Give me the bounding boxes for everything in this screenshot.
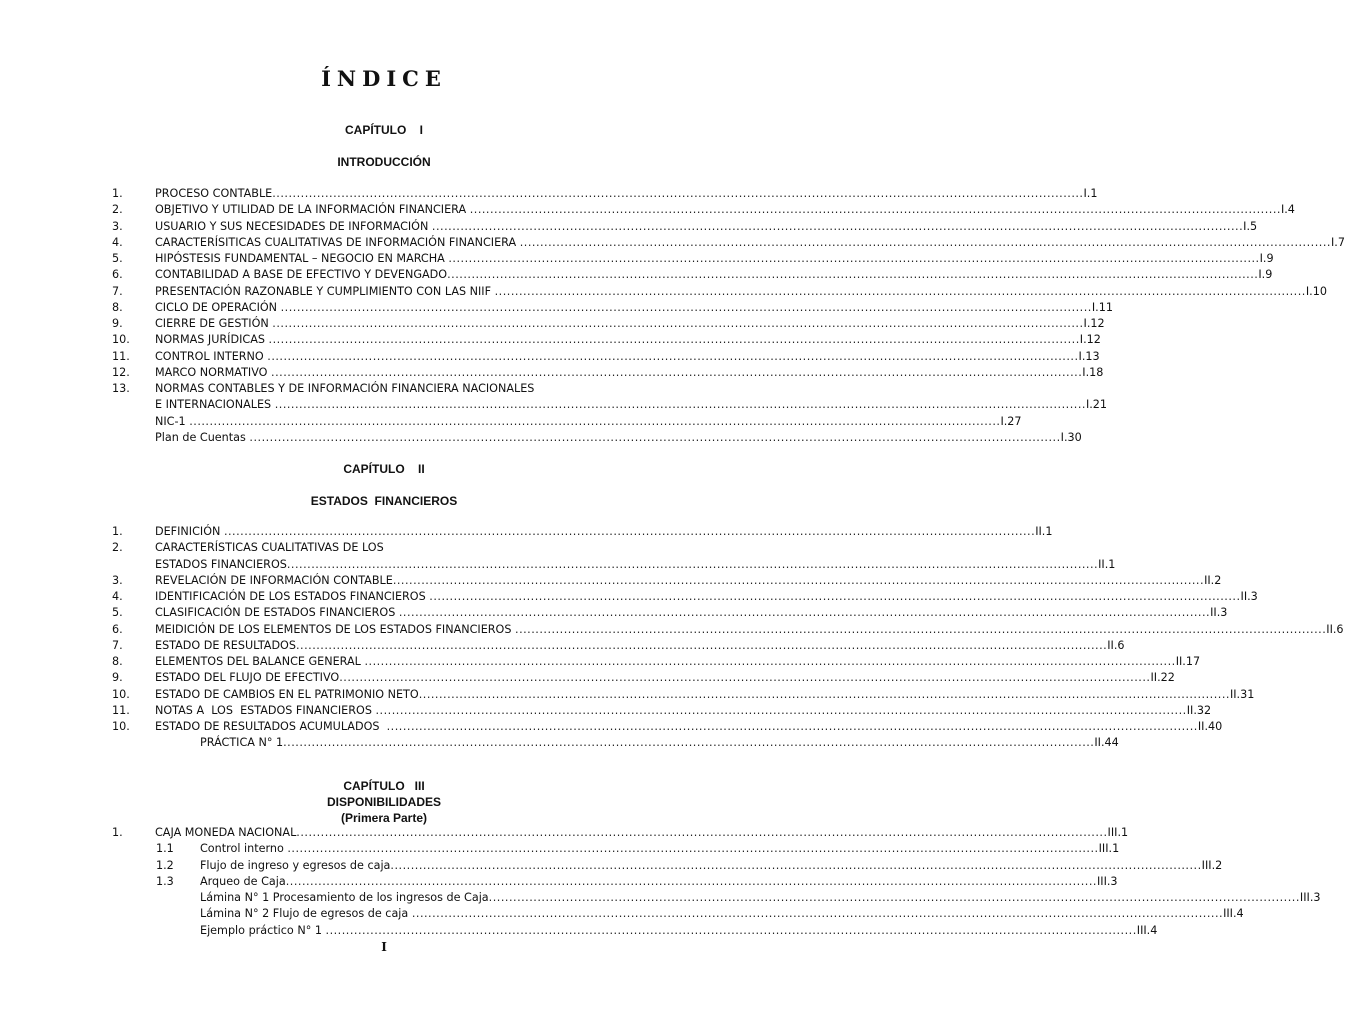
toc-entry-page: I.18 xyxy=(1082,365,1104,379)
toc-entry-label: REVELACIÓN DE INFORMACIÓN CONTABLE xyxy=(155,573,393,587)
toc-entry-label: ESTADO DEL FLUJO DE EFECTIVO xyxy=(155,671,340,685)
toc-entry-number: 11. xyxy=(112,349,130,363)
toc-entry-page: II.22 xyxy=(1150,671,1175,685)
toc-entry-page: II.2 xyxy=(1204,573,1222,587)
toc-entry-number: 3. xyxy=(112,219,123,233)
toc-entry-label: CICLO DE OPERACIÓN xyxy=(155,300,281,314)
toc-entry-number: 9. xyxy=(112,671,123,685)
toc-entry[interactable] xyxy=(112,430,1082,446)
toc-entry[interactable] xyxy=(112,906,1244,922)
chapter-3-title: DISPONIBILIDADES xyxy=(326,795,441,809)
toc-dot-leader: ........................................................................................................................................................................................................ xyxy=(285,874,1097,888)
toc-entry-page: I.12 xyxy=(1079,333,1101,347)
toc-dot-leader: ........................................................................................................................................................................................................ xyxy=(296,826,1108,839)
toc-entry-page: I.5 xyxy=(1243,219,1258,233)
toc-entry-label: Flujo de ingreso y egresos de caja xyxy=(200,858,391,872)
toc-dot-leader: ........................................................................................................................................................................................................ xyxy=(469,203,1281,217)
toc-entry-label: USUARIO Y SUS NECESIDADES DE INFORMACIÓN xyxy=(155,219,432,233)
toc-entry-label: ELEMENTOS DEL BALANCE GENERAL xyxy=(155,655,365,668)
toc-entry-page: I.21 xyxy=(1085,398,1108,412)
toc-dot-leader: ........................................................................................................................................................................................................ xyxy=(272,187,1084,200)
toc-entry-page: I.12 xyxy=(1083,317,1105,330)
toc-dot-leader: ........................................................................................................................................................................................................ xyxy=(488,891,1300,904)
toc-entry-page: I.9 xyxy=(1258,268,1273,282)
toc-entry-page: II.44 xyxy=(1094,736,1119,750)
toc-dot-leader: ........................................................................................................................................................................................................ xyxy=(280,300,1092,314)
toc-entry[interactable] xyxy=(112,605,1228,621)
toc-entry-number: 1.1 xyxy=(156,842,174,856)
toc-entry[interactable] xyxy=(112,858,1223,874)
toc-entry-label: Plan de Cuentas xyxy=(155,430,250,444)
toc-entry[interactable] xyxy=(112,540,644,556)
toc-dot-leader: ........................................................................................................................................................................................................ xyxy=(386,720,1198,733)
toc-entry-number: 6. xyxy=(112,268,123,282)
toc-entry-number: 6. xyxy=(112,622,123,636)
toc-entry[interactable] xyxy=(112,202,1295,218)
toc-dot-leader: ........................................................................................................................................................................................................ xyxy=(283,736,1095,750)
toc-entry-label: IDENTIFICACIÓN DE LOS ESTADOS FINANCIEROS xyxy=(155,590,430,603)
toc-entry-label: Arqueo de Caja xyxy=(200,874,286,888)
toc-entry-label: Ejemplo práctico N° 1 xyxy=(200,923,326,937)
toc-entry-number: 2. xyxy=(112,203,123,217)
toc-dot-leader: ........................................................................................................................................................................................................ xyxy=(189,414,1001,428)
toc-entry-number: 10. xyxy=(112,333,130,347)
toc-dot-leader: ........................................................................................................................................................................................................ xyxy=(287,842,1099,856)
toc-dot-leader: ........................................................................................................................................................................................................ xyxy=(431,219,1244,233)
chapter-2-number: CAPÍTULO II xyxy=(343,462,425,476)
toc-entry-page: I.1 xyxy=(1083,187,1098,200)
toc-entry[interactable] xyxy=(112,890,1321,906)
toc-entry-number: 4. xyxy=(112,590,123,603)
toc-entry[interactable] xyxy=(112,414,1022,430)
toc-entry-label: CARACTERÍSITICAS CUALITATIVAS DE INFORMACIÓN FINANCIERA xyxy=(155,235,520,249)
toc-entry-page: I.9 xyxy=(1259,252,1274,265)
toc-entry[interactable] xyxy=(112,654,1201,670)
toc-entry-page: I.10 xyxy=(1305,284,1327,298)
toc-entry[interactable] xyxy=(112,589,1258,605)
toc-dot-leader: ........................................................................................................................................................................................................ xyxy=(364,655,1176,668)
toc-entry-label: MEIDICIÓN DE LOS ELEMENTOS DE LOS ESTADOS FINANCIEROS xyxy=(155,622,516,636)
toc-entry[interactable] xyxy=(112,874,1118,890)
toc-entry-page: I.27 xyxy=(1000,414,1022,428)
toc-entry-number: 1. xyxy=(112,826,123,839)
chapter-1-number: CAPÍTULO I xyxy=(345,123,423,137)
toc-entry-number: 10. xyxy=(112,720,130,733)
toc-entry-label: CARACTERÍSTICAS CUALITATIVAS DE LOS xyxy=(155,541,384,555)
toc-dot-leader: ........................................................................................................................................................................................................ xyxy=(392,573,1205,587)
toc-entry-label: Lámina N° 2 Flujo de egresos de caja xyxy=(200,907,412,921)
toc-entry[interactable] xyxy=(112,284,1327,300)
toc-entry-page: II.6 xyxy=(1326,622,1344,636)
chapter-3-subtitle: (Primera Parte) xyxy=(340,811,428,825)
toc-dot-leader: ........................................................................................................................................................................................................ xyxy=(272,317,1084,330)
toc-entry[interactable] xyxy=(112,573,1222,589)
toc-entry-label: CONTABILIDAD A BASE DE EFECTIVO Y DEVENGADO xyxy=(155,268,448,282)
toc-entry[interactable] xyxy=(112,638,1125,654)
toc-entry[interactable] xyxy=(112,841,1120,857)
toc-entry-number: 12. xyxy=(112,365,130,379)
toc-entry-number: 3. xyxy=(112,573,123,587)
toc-dot-leader: ........................................................................................................................................................................................................ xyxy=(274,398,1086,412)
toc-entry-label: PRESENTACIÓN RAZONABLE Y CUMPLIMIENTO CON LAS NIIF xyxy=(155,284,495,298)
toc-entry[interactable] xyxy=(112,186,1098,202)
toc-entry-number: 10. xyxy=(112,687,130,701)
toc-entry-page: I.13 xyxy=(1078,349,1100,363)
toc-entry-label: ESTADO DE CAMBIOS EN EL PATRIMONIO NETO xyxy=(155,687,419,701)
toc-entry-label: NORMAS CONTABLES Y DE INFORMACIÓN FINANCIERA NACIONALES xyxy=(155,382,535,395)
toc-entry-number: 1. xyxy=(112,187,123,200)
toc-entry-page: III.3 xyxy=(1096,874,1118,888)
toc-entry-page: III.2 xyxy=(1201,858,1223,872)
toc-entry-number: 1. xyxy=(112,525,123,538)
toc-entry-page: II.3 xyxy=(1210,606,1228,620)
toc-entry-label: HIPÓSTESIS FUNDAMENTAL – NEGOCIO EN MARCHA xyxy=(155,252,449,265)
index-title: ÍNDICE xyxy=(321,66,447,91)
toc-entry[interactable] xyxy=(112,622,1344,638)
toc-entry-label: PROCESO CONTABLE xyxy=(155,187,273,200)
toc-entry[interactable] xyxy=(112,923,1158,939)
toc-entry-number: 11. xyxy=(112,703,130,717)
toc-entry-label: PRÁCTICA N° 1 xyxy=(200,736,284,750)
toc-entry-label: NORMAS JURÍDICAS xyxy=(155,333,269,347)
toc-entry-label: ESTADOS FINANCIEROS xyxy=(155,557,287,571)
toc-dot-leader: ........................................................................................................................................................................................................ xyxy=(411,907,1224,921)
toc-dot-leader: ........................................................................................................................................................................................................ xyxy=(494,284,1306,298)
toc-entry-number: 4. xyxy=(112,235,123,249)
toc-dot-leader: ........................................................................................................................................................................................................ xyxy=(390,858,1202,872)
toc-entry-number: 2. xyxy=(112,541,123,555)
toc-entry-page: I.11 xyxy=(1091,300,1113,314)
toc-entry-number: 8. xyxy=(112,655,123,668)
chapter-3-number: CAPÍTULO III xyxy=(343,779,425,793)
toc-entry-page: I.30 xyxy=(1060,430,1082,444)
toc-entry-number: 5. xyxy=(112,252,123,265)
toc-dot-leader: ........................................................................................................................................................................................................ xyxy=(418,687,1230,701)
toc-entry-label: Control interno xyxy=(200,842,288,856)
toc-entry-number: 5. xyxy=(112,606,123,620)
toc-entry-page: I.7 xyxy=(1330,235,1345,249)
toc-entry[interactable] xyxy=(112,365,1104,381)
toc-entry[interactable] xyxy=(112,397,1108,413)
toc-dot-leader: ........................................................................................................................................................................................................ xyxy=(339,671,1151,685)
toc-entry-page: III.3 xyxy=(1299,891,1321,904)
toc-entry-page: II.1 xyxy=(1035,525,1053,538)
page-number: I xyxy=(381,940,387,954)
toc-dot-leader: ........................................................................................................................................................................................................ xyxy=(515,622,1327,636)
toc-entry-page: III.1 xyxy=(1098,842,1120,856)
toc-entry[interactable] xyxy=(112,524,1053,540)
toc-entry-label: NIC-1 xyxy=(155,414,190,428)
toc-dot-leader: ........................................................................................................................................................................................................ xyxy=(295,638,1108,652)
toc-dot-leader: ........................................................................................................................................................................................................ xyxy=(398,606,1211,620)
toc-entry-page: II.3 xyxy=(1240,590,1258,603)
toc-entry-label: OBJETIVO Y UTILIDAD DE LA INFORMACIÓN FINANCIERA xyxy=(155,203,470,217)
toc-entry-number: 1.3 xyxy=(156,874,174,888)
toc-entry[interactable] xyxy=(112,825,1129,841)
chapter-2-title: ESTADOS FINANCIEROS xyxy=(310,494,458,508)
toc-entry-number: 13. xyxy=(112,382,130,395)
toc-dot-leader: ........................................................................................................................................................................................................ xyxy=(249,430,1061,444)
toc-entry[interactable] xyxy=(112,719,1223,735)
toc-dot-leader: ........................................................................................................................................................................................................ xyxy=(325,923,1137,937)
toc-entry[interactable] xyxy=(112,381,644,397)
toc-entry-page: II.31 xyxy=(1229,687,1255,701)
toc-entry-number: 1.2 xyxy=(156,858,174,872)
toc-dot-leader: ........................................................................................................................................................................................................ xyxy=(448,252,1260,265)
toc-entry-page: II.1 xyxy=(1098,557,1116,571)
toc-entry-label: ESTADO DE RESULTADOS ACUMULADOS xyxy=(155,720,387,733)
toc-entry[interactable] xyxy=(112,332,1101,348)
toc-entry-label: CIERRE DE GESTIÓN xyxy=(155,317,273,330)
toc-entry-label: MARCO NORMATIVO xyxy=(155,365,272,379)
toc-dot-leader: ........................................................................................................................................................................................................ xyxy=(271,365,1083,379)
toc-entry-number: 8. xyxy=(112,300,123,314)
toc-dot-leader: ........................................................................................................................................................................................................ xyxy=(447,268,1259,282)
toc-entry-number: 7. xyxy=(112,638,123,652)
toc-entry-page: II.32 xyxy=(1186,703,1212,717)
toc-entry[interactable] xyxy=(112,687,1255,703)
toc-entry-label: CAJA MONEDA NACIONAL xyxy=(155,826,297,839)
toc-entry-page: II.40 xyxy=(1197,720,1223,733)
toc-entry[interactable] xyxy=(112,316,1105,332)
toc-entry-label: DEFINICIÓN xyxy=(155,525,224,538)
toc-entry[interactable] xyxy=(112,251,1274,267)
toc-entry[interactable] xyxy=(112,300,1113,316)
toc-dot-leader: ........................................................................................................................................................................................................ xyxy=(429,590,1241,603)
toc-dot-leader: ........................................................................................................................................................................................................ xyxy=(267,349,1079,363)
toc-dot-leader: ........................................................................................................................................................................................................ xyxy=(519,235,1331,249)
chapter-1-title: INTRODUCCIÓN xyxy=(337,155,431,169)
toc-entry[interactable] xyxy=(112,735,1119,751)
toc-entry-label: E INTERNACIONALES xyxy=(155,398,275,412)
toc-entry-label: CLASIFICACIÓN DE ESTADOS FINANCIEROS xyxy=(155,606,399,620)
toc-entry-page: III.4 xyxy=(1223,907,1244,921)
toc-dot-leader: ........................................................................................................................................................................................................ xyxy=(268,333,1080,347)
toc-entry[interactable] xyxy=(112,557,1116,573)
toc-entry-page: I.4 xyxy=(1280,203,1295,217)
toc-dot-leader: ........................................................................................................................................................................................................ xyxy=(375,703,1187,717)
toc-entry[interactable] xyxy=(112,219,1258,235)
toc-entry-page: III.1 xyxy=(1107,826,1129,839)
toc-entry-page: II.17 xyxy=(1175,655,1201,668)
toc-entry-page: III.4 xyxy=(1136,923,1158,937)
toc-entry[interactable] xyxy=(112,267,1273,283)
toc-entry-label: Lámina N° 1 Procesamiento de los ingresos de Caja xyxy=(200,891,489,904)
toc-entry-label: NOTAS A LOS ESTADOS FINANCIEROS xyxy=(155,703,376,717)
toc-entry[interactable] xyxy=(112,235,1345,251)
toc-dot-leader: ........................................................................................................................................................................................................ xyxy=(223,525,1036,538)
toc-entry[interactable] xyxy=(112,349,1100,365)
toc-entry[interactable] xyxy=(112,703,1212,719)
toc-entry-number: 7. xyxy=(112,284,123,298)
toc-entry[interactable] xyxy=(112,670,1175,686)
toc-entry-label: ESTADO DE RESULTADOS xyxy=(155,638,296,652)
toc-entry-page: II.6 xyxy=(1107,638,1125,652)
toc-entry-label: CONTROL INTERNO xyxy=(155,349,268,363)
toc-entry-number: 9. xyxy=(112,317,123,330)
toc-dot-leader: ........................................................................................................................................................................................................ xyxy=(286,557,1099,571)
